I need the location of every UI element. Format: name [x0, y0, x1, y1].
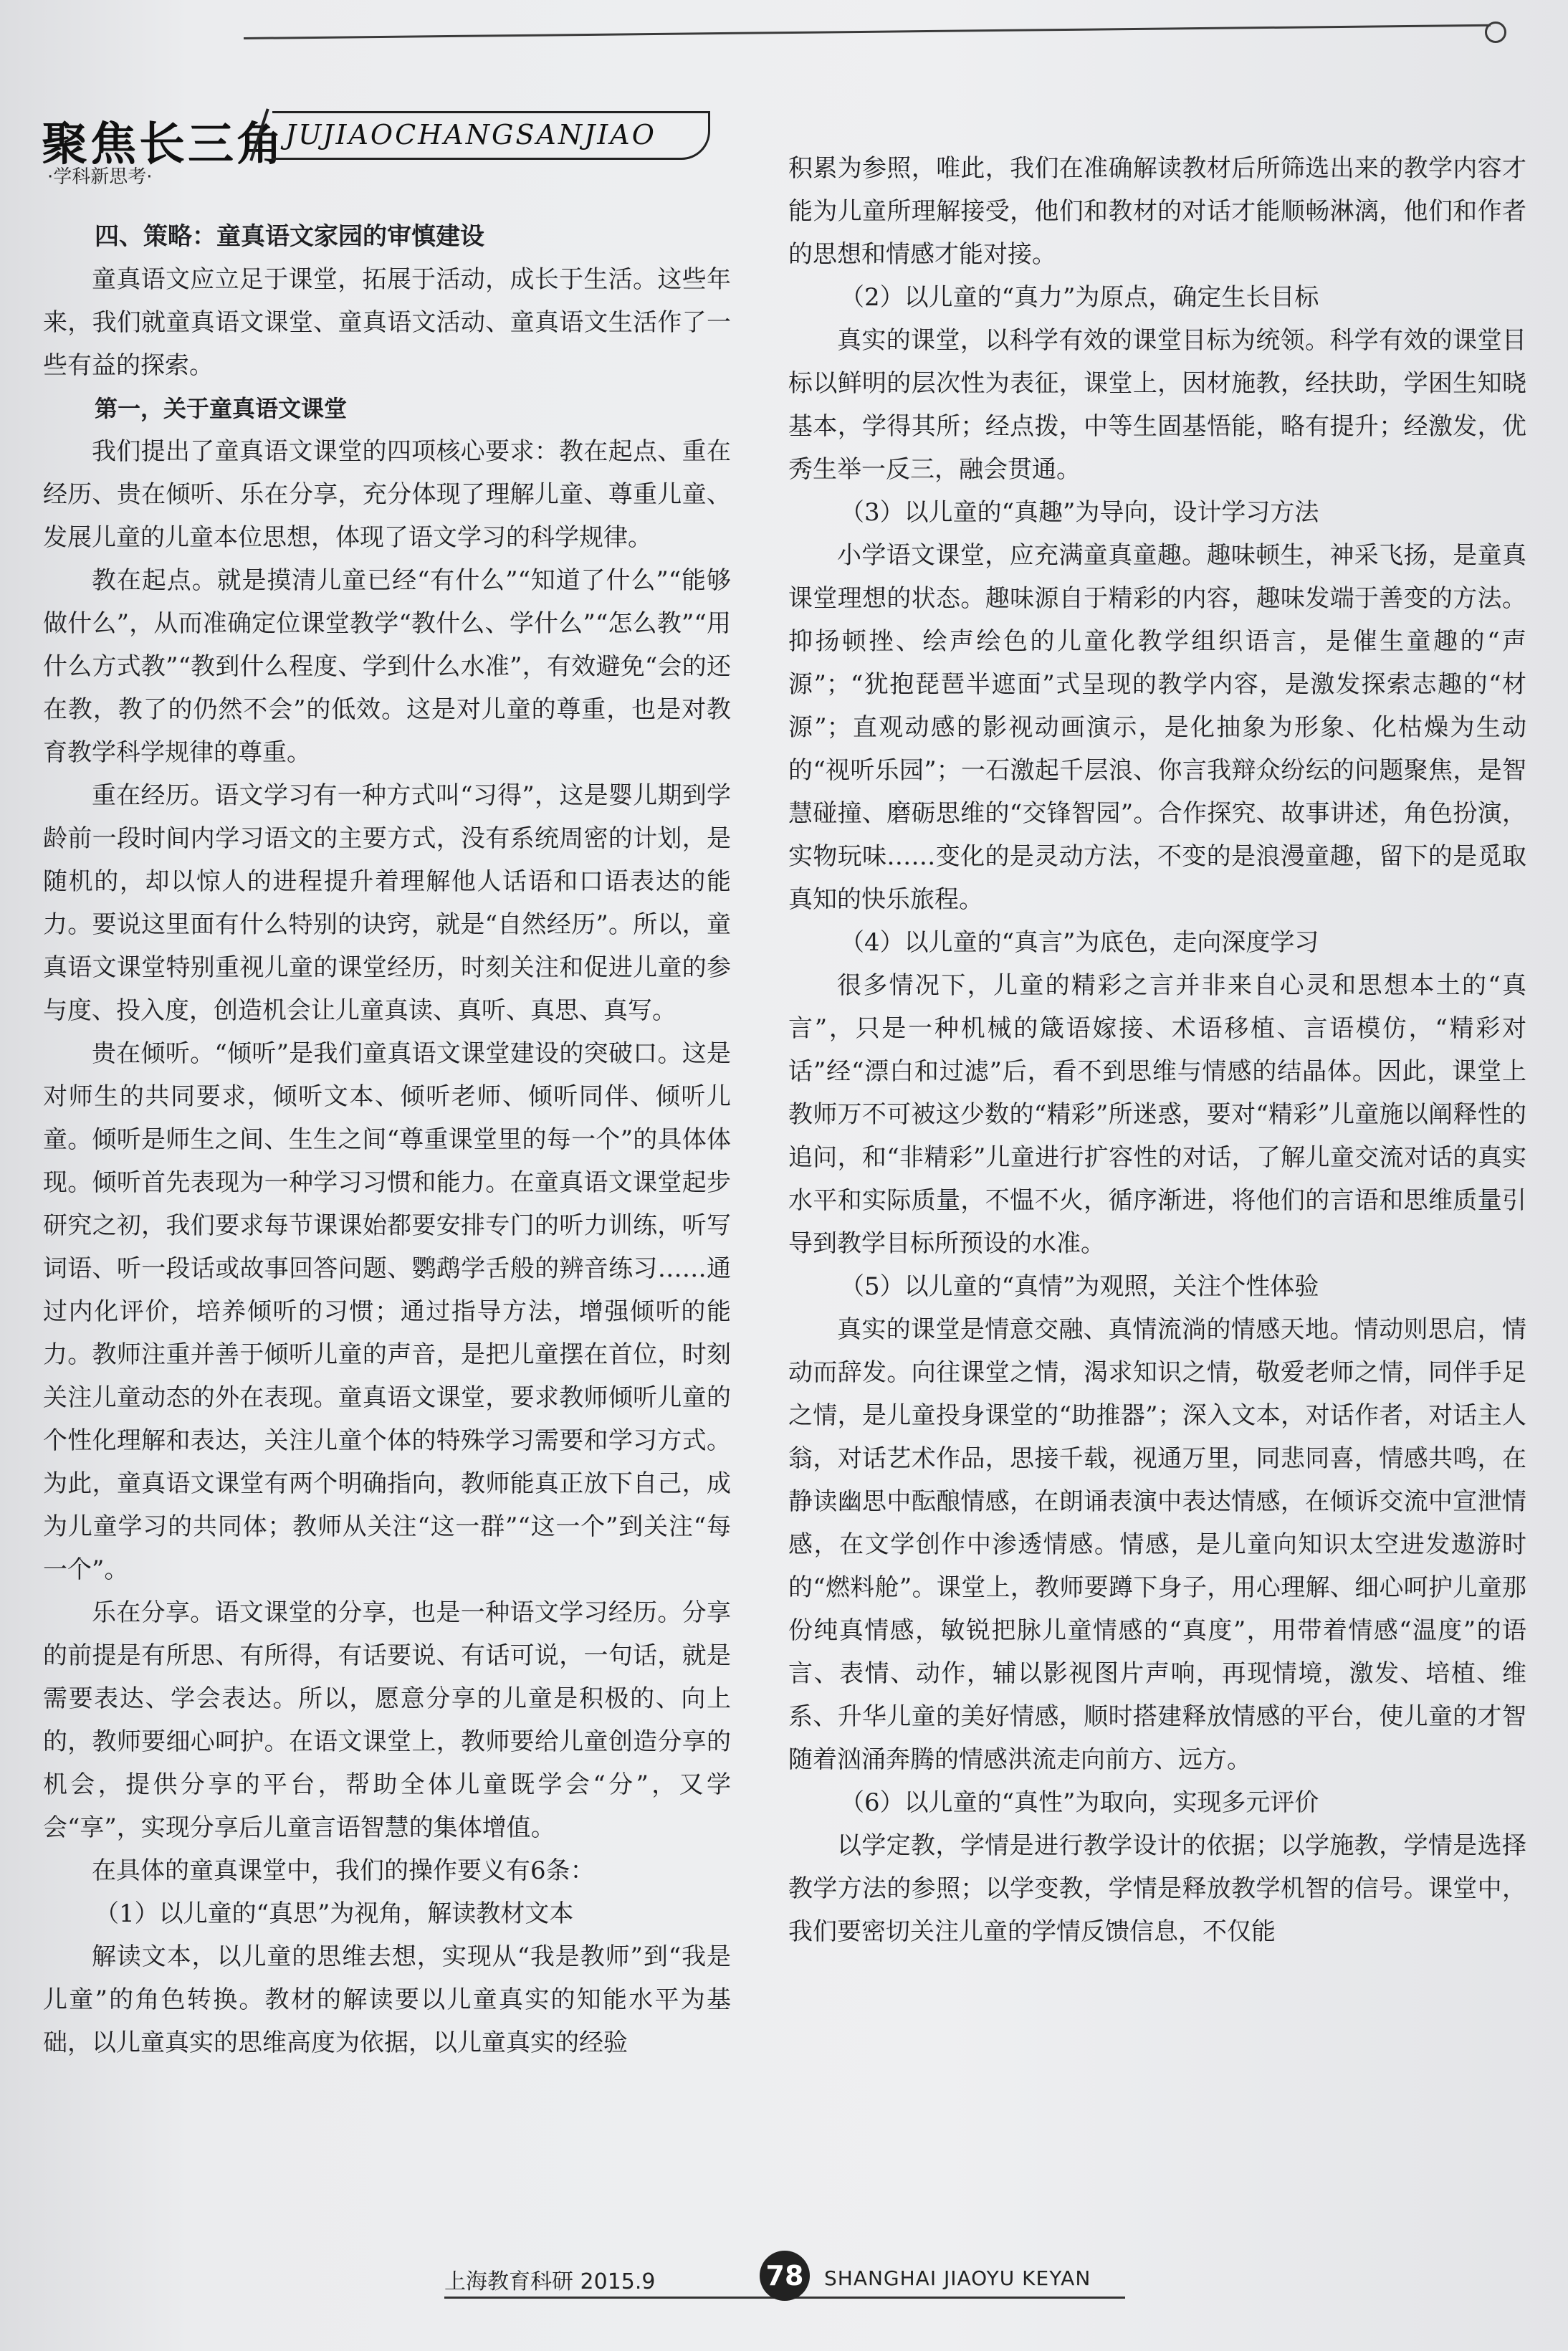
item-title: （6）以儿童的“真性”为取向，实现多元评价: [840, 1788, 1319, 1817]
header-rule: [244, 24, 1491, 39]
item-title: （2）以儿童的“真力”为原点，确定生长目标: [840, 283, 1319, 312]
paragraph: 真实的课堂是情意交融、真情流淌的情感天地。情动则思启，情动而辞发。向往课堂之情，渴求知识之情，敬爱老师之情，同伴手足之情，是儿童投身课堂的“助推器”；深入文本，对话作者，对话主人翁，对话艺术作品，思接千载，视通万里，同悲同喜，情感共鸣，在静读幽思中酝酿情感，在朗诵表演中表达情感，在倾诉交流中宣泄情感，在文学创作中渗透情感。情感，是儿童向知识太空进发遨游时的“燃料舱”。课堂上，教师要蹲下身子，用心理解、细心呵护儿童那份纯真情感，敏锐把脉儿童情感的“真度”，用带着情感“温度”的语言、表情、动作，辅以影视图片声响，再现情境，激发、培植、维系、升华儿童的美好情感，顺时搭建释放情感的平台，使儿童的才智随着汹涌奔腾的情感洪流走向前方、远方。: [788, 1315, 1526, 1774]
paragraph-intro: 童真语文应立足于课堂，拓展于活动，成长于生活。这些年来，我们就童真语文课堂、童真语文活动、童真语文生活作了一些有益的探索。: [43, 265, 731, 380]
page-footer: [444, 2251, 1125, 2299]
section-title: 四、策略：童真语文家园的审慎建设: [95, 222, 484, 251]
header-circle-ornament: [1485, 22, 1506, 43]
subsection-title: 第一，关于童真语文课堂: [95, 395, 348, 422]
paragraph: 真实的课堂，以科学有效的课堂目标为统领。科学有效的课堂目标以鲜明的层次性为表征，课堂上，因材施教，经扶助，学困生知晓基本，学得其所；经点拨，中等生固基悟能，略有提升；经激发，优秀生举一反三，融会贯通。: [788, 326, 1526, 484]
paragraph: 小学语文课堂，应充满童真童趣。趣味顿生，神采飞扬，是童真课堂理想的状态。趣味源自于精彩的内容，趣味发端于善变的方法。抑扬顿挫、绘声绘色的儿童化教学组织语言，是催生童趣的“声源”；“犹抱琵琶半遮面”式呈现的教学内容，是激发探索志趣的“材源”；直观动感的影视动画演示，是化抽象为形象、化枯燥为生动的“视听乐园”；一石激起千层浪、你言我辩众纷纭的问题聚焦，是智慧碰撞、磨砺思维的“交锋智园”。合作探究、故事讲述，角色扮演，实物玩味……变化的是灵动方法，不变的是浪漫童趣，留下的是觅取真知的快乐旅程。: [788, 541, 1526, 914]
paragraph: 乐在分享。语文课堂的分享，也是一种语文学习经历。分享的前提是有所思、有所得，有话要说、有话可说，一句话，就是需要表达、学会表达。所以，愿意分享的儿童是积极的、向上的，教师要细心呵护。在语文课堂上，教师要给儿童创造分享的机会，提供分享的平台，帮助全体儿童既学会“分”，又学会“享”，实现分享后儿童言语智慧的集体增值。: [43, 1598, 731, 1842]
item-title: （3）以儿童的“真趣”为导向，设计学习方法: [840, 498, 1319, 527]
paragraph: 在具体的童真课堂中，我们的操作要义有6条：: [92, 1856, 595, 1885]
column-brand-pinyin: JUJIAOCHANGSANJIAO: [272, 111, 710, 160]
column-brand-title: 聚焦长三角: [42, 118, 285, 171]
footer-journal-latin: SHANGHAI JIAOYU KEYAN: [824, 2266, 1091, 2290]
left-column: [43, 215, 731, 2064]
column-brand-subtitle: ·学科新思考·: [47, 166, 153, 188]
paragraph: 解读文本，以儿童的思维去想，实现从“我是教师”到“我是儿童”的角色转换。教材的解读要以儿童真实的知能水平为基础，以儿童真实的思维高度为依据，以儿童真实的经验: [43, 1942, 731, 2057]
paragraph: 重在经历。语文学习有一种方式叫“习得”，这是婴儿期到学龄前一段时间内学习语文的主要方式，没有系统周密的计划，是随机的，却以惊人的进程提升着理解他人话语和口语表达的能力。要说这里面有什么特别的诀窍，就是“自然经历”。所以，童真语文课堂特别重视儿童的课堂经历，时刻关注和促进儿童的参与度、投入度，创造机会让儿童真读、真听、真思、真写。: [43, 781, 731, 1025]
item-title: （4）以儿童的“真言”为底色，走向深度学习: [840, 928, 1319, 957]
right-column: [788, 147, 1526, 1953]
paragraph: 教在起点。就是摸清儿童已经“有什么”“知道了什么”“能够做什么”，从而准确定位课堂教学“教什么、学什么”“怎么教”“用什么方式教”“教到什么程度、学到什么水准”，有效避免“会的还在教，教了的仍然不会”的低效。这是对儿童的尊重，也是对教育教学科学规律的尊重。: [43, 566, 731, 767]
footer-journal-name: 上海教育科研 2015.9: [444, 2269, 656, 2294]
item-title: （5）以儿童的“真情”为观照，关注个性体验: [840, 1272, 1319, 1301]
paragraph: 我们提出了童真语文课堂的四项核心要求：教在起点、重在经历、贵在倾听、乐在分享，充分体现了理解儿童、尊重儿童、发展儿童的儿童本位思想，体现了语文学习的科学规律。: [43, 437, 731, 552]
paragraph: 很多情况下，儿童的精彩之言并非来自心灵和思想本土的“真言”，只是一种机械的箴语嫁接、术语移植、言语模仿，“精彩对话”经“漂白和过滤”后，看不到思维与情感的结晶体。因此，课堂上教师万不可被这少数的“精彩”所迷惑，要对“精彩”儿童施以阐释性的追问，和“非精彩”儿童进行扩容性的对话，了解儿童交流对话的真实水平和实际质量，不愠不火，循序渐进，将他们的言语和思维质量引导到教学目标所预设的水准。: [788, 971, 1526, 1258]
page-number: 78: [760, 2251, 810, 2301]
item-title: （1）以儿童的“真思”为视角，解读教材文本: [95, 1899, 574, 1928]
paragraph-continued: 积累为参照，唯此，我们在准确解读教材后所筛选出来的教学内容才能为儿童所理解接受，他们和教材的对话才能顺畅淋漓，他们和作者的思想和情感才能对接。: [788, 154, 1526, 269]
paragraph: 贵在倾听。“倾听”是我们童真语文课堂建设的突破口。这是对师生的共同要求，倾听文本、倾听老师、倾听同伴、倾听儿童。倾听是师生之间、生生之间“尊重课堂里的每一个”的具体体现。倾听首先表现为一种学习习惯和能力。在童真语文课堂起步研究之初，我们要求每节课课始都要安排专门的听力训练，听写词语、听一段话或故事回答问题、鹦鹉学舌般的辨音练习……通过内化评价，培养倾听的习惯；通过指导方法，增强倾听的能力。教师注重并善于倾听儿童的声音，是把儿童摆在首位，时刻关注儿童动态的外在表现。童真语文课堂，要求教师倾听儿童的个性化理解和表达，关注儿童个体的特殊学习需要和学习方式。为此，童真语文课堂有两个明确指向，教师能真正放下自己，成为儿童学习的共同体；教师从关注“这一群”“这一个”到关注“每一个”。: [43, 1039, 731, 1584]
paragraph: 以学定教，学情是进行教学设计的依据；以学施教，学情是选择教学方法的参照；以学变教，学情是释放教学机智的信号。课堂中，我们要密切关注儿童的学情反馈信息，不仅能: [788, 1831, 1526, 1946]
